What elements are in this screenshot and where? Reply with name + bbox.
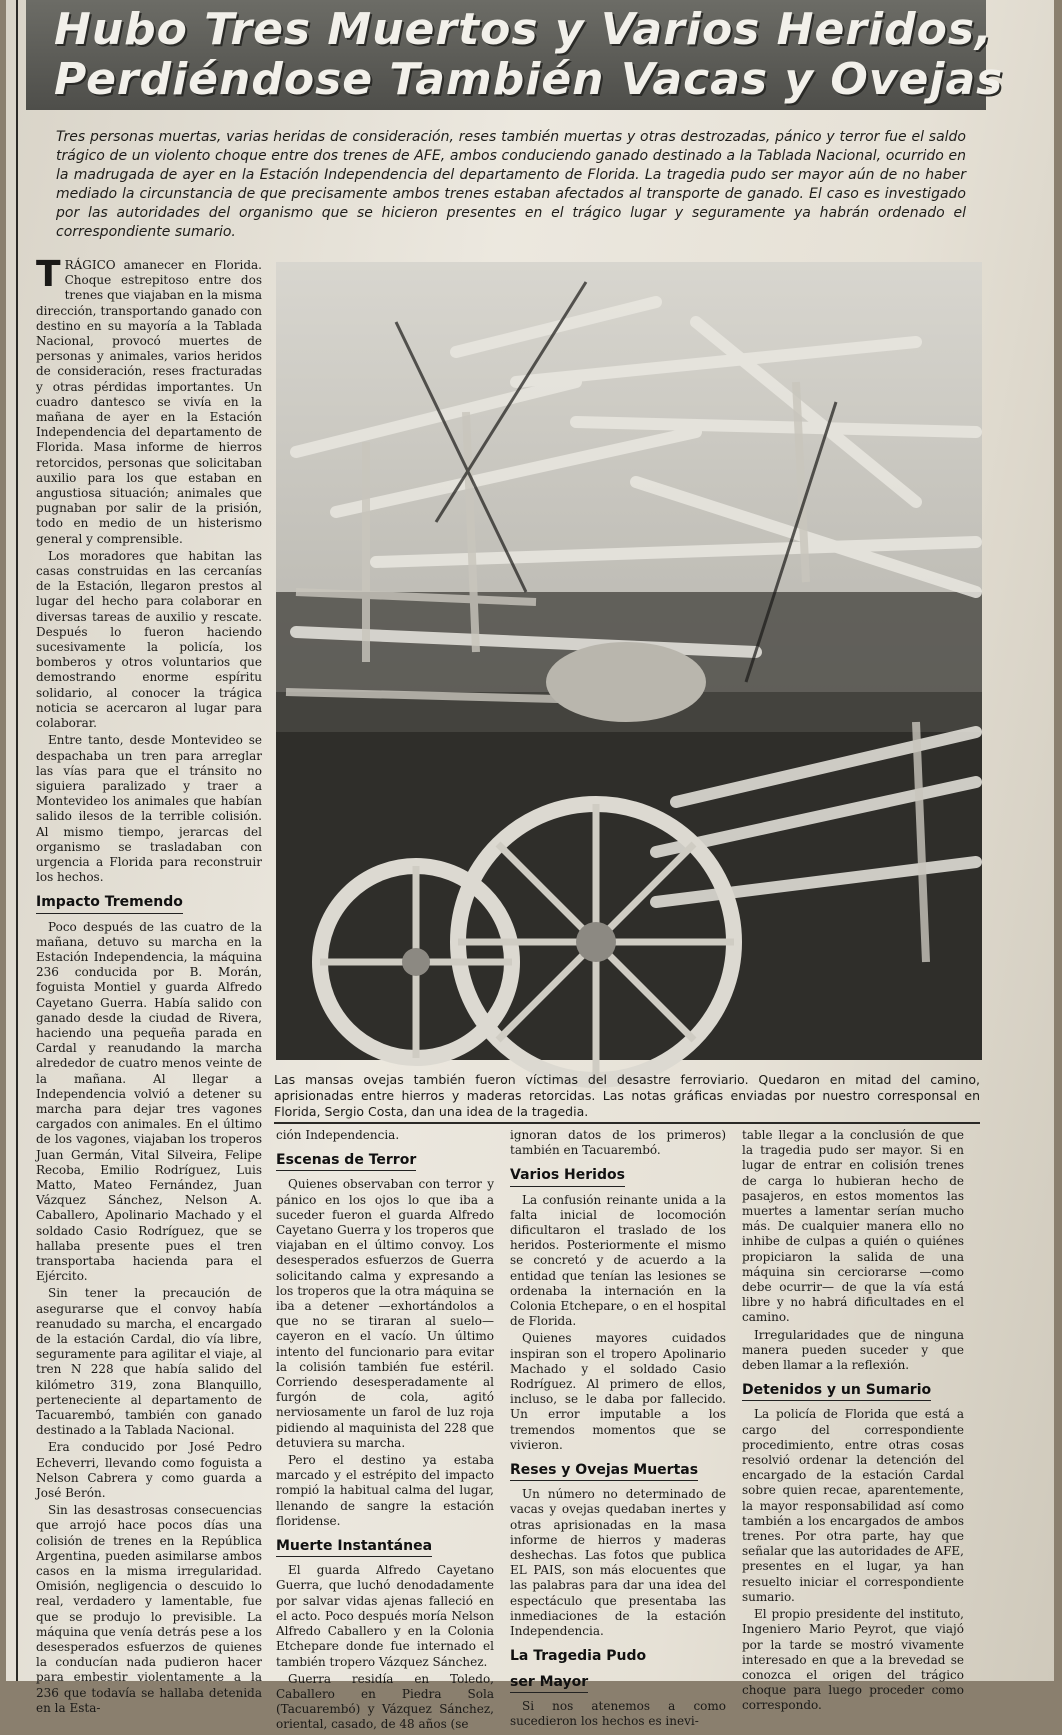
paragraph: ción Independencia. <box>276 1128 400 1142</box>
subheading-detenidos-y-un-sumario: Detenidos y un Sumario <box>742 1383 931 1401</box>
article-column-2 <box>276 1128 494 1735</box>
paragraph: Si nos atenemos a como sucedieron los hechos es inevi- <box>510 1698 726 1728</box>
subheading-impacto-tremendo: Impacto Tremendo <box>36 895 183 913</box>
paragraph: Poco después de las cuatro de la mañana, detuvo su marcha en la Estación Independencia, la máquina 236 conducida por B. Morán, foguista Montiel y guarda Alfredo Cayetano Guerra. Había salido con ganado desde la ciudad de Rivera, haciendo una pequeña parada en Cardal y reanudando la marcha alrededor de cuatro menos veinte de la mañana. Al llegar a Independencia volvió a detener su marcha para dejar tres vagones cargados con animales. En el último de los vagones, viajaban los troperos Juan Germán, Vital Silveira, Felipe Recoba, Emilio Rodríguez, Luis Matto, Mateo Fernández, Juan Vázquez Sánchez, Nelson A. Caballero, Apolinario Machado y el soldado Casio Rodríguez, que se hallaba presente pues el tren transportaba hacienda para el Ejército. <box>36 919 262 1284</box>
wreck-illustration <box>276 262 982 1060</box>
intro-text: RÁGICO amanecer en Florida. Choque estrepitoso entre dos trenes que viajaban en la misma dirección, transportando ganado con destino en su mayoría a la Tablada Nacional, provocó muertes de personas y animales, varios heridos de consideración, reses fracturadas y otras pérdidas importantes. Un cuadro dantesco se vivía en la mañana de ayer en la Estación Independencia del departamento de Florida. Masa informe de hierros retorcidos, personas que solicitaban auxilio para los que estaban en angustiosa situación; animales que pugnaban por salir de la prisión, todo en medio de un histerismo general y comprensible. <box>36 258 262 546</box>
paragraph: La policía de Florida que está a cargo del correspondiente procedimiento, entre otras cosas resolvió ordenar la detención del encargado de la estación Cardal sobre quien recae, aparentemente, la mayor responsabilidad así como también a los encargados de ambos trenes. Por otra parte, hay que señalar que las autoridades de AFE, presentes en el lugar, ya han resuelto iniciar el correspondiente sumario. <box>742 1407 964 1604</box>
subheading-ser-mayor: ser Mayor <box>510 1675 588 1693</box>
paragraph: Quienes mayores cuidados inspiran son el tropero Apolinario Machado y el soldado Casio Rodríguez. Al primero de ellos, incluso, se le daba por fallecido. Un error imputable a los tremendos momentos que se vivieron. <box>510 1331 726 1452</box>
paragraph: ignoran datos de los primeros) también en Tacuarembó. <box>510 1128 726 1158</box>
lead-paragraph: Tres personas muertas, varias heridas de consideración, reses también muertas y otras destrozadas, pánico y terror fue el saldo trágico de un violento choque entre dos trenes de AFE, ambos conduciendo ganado destinado a la Tablada Nacional, ocurrido en la madrugada de ayer en la Estación Independencia del departamento de Florida. La tragedia pudo ser mayor aún de no haber mediado la circunstancia de que precisamente ambos trenes estaban afectados al transporte de ganado. El caso es investigado por las autoridades del organismo que se hicieron presentes en el trágico lugar y seguramente ya habrán ordenado el correspondiente sumario. <box>56 129 966 240</box>
paragraph: Pero el destino ya estaba marcado y el estrépito del impacto rompió la habitual calma del lugar, llenando de sangre la estación floridense. <box>276 1453 494 1528</box>
paragraph: La confusión reinante unida a la falta inicial de locomoción dificultaron el traslado de los heridos. Posteriormente el mismo se concretó y de acuerdo a la entidad que tenían las lesiones se ordenaba la internación en la Colonia Etchepare, o en el hospital de Florida. <box>510 1192 726 1329</box>
intro-paragraph <box>36 254 262 547</box>
newspaper-page <box>6 0 1054 1732</box>
paragraph: El guarda Alfredo Cayetano Guerra, que luchó denodadamente por salvar vidas ajenas falleció en el acto. Poco después moría Nelson Alfredo Caballero y en la Colonia Etchepare donde fue internado el también tropero Vázquez Sánchez. <box>276 1563 494 1669</box>
paragraph: Guerra residía en Toledo, Caballero en Piedra Sola (Tacuarembó) y Vázquez Sánchez, oriental, casado, de 48 años (se <box>276 1671 494 1732</box>
article-column-4 <box>742 1128 964 1716</box>
paragraph: Irregularidades que de ninguna manera pueden suceder y que deben llamar a la reflexión. <box>742 1327 964 1373</box>
drop-cap: T <box>36 254 61 295</box>
headline-line-2: Perdiéndose También Vacas y Ovejas <box>54 54 1004 105</box>
paragraph: Un número no determinado de vacas y ovejas quedaban inertes y otras aprisionadas en la masa informe de hierros y maderas deshechas. Las fotos que publica EL PAIS, son más elocuentes que las palabras para dar una idea del espectáculo que presentaba las inmediaciones de la estación Independencia. <box>510 1487 726 1639</box>
paragraph: Sin tener la precaución de asegurarse que el convoy había reanudado su marcha, el encargado de la estación Cardal, dio vía libre, seguramente para agilitar el viaje, al tren N 228 que había salido del kilómetro 319, zona Blanquillo, perteneciente al departamento de Tacuarembó, también con ganado destinado a la Tablada Nacional. <box>36 1286 262 1438</box>
subheading-varios-heridos: Varios Heridos <box>510 1168 625 1186</box>
photo-caption: Las mansas ovejas también fueron víctimas del desastre ferroviario. Quedaron en mitad del camino, aprisionadas entre hierros y maderas retorcidas. Las notas gráficas enviadas por nuestro corresponsal en Florida, Sergio Costa, dan una idea de la tragedia. <box>274 1072 980 1119</box>
train-wreck-photo <box>276 262 982 1060</box>
paragraph: El propio presidente del instituto, Ingeniero Mario Peyrot, que viajó por la tarde se mostró vivamente interesado en que a la brevedad se conozca el origen del trágico choque para luego proceder como correspondo. <box>742 1607 964 1713</box>
subheading-la-tragedia-pudo: La Tragedia Pudo <box>510 1648 647 1665</box>
paragraph: table llegar a la conclusión de que la tragedia pudo ser mayor. Si en lugar de entrar en colisión trenes de carga lo hubieran hecho de pasajeros, en estos momentos las muertes a lamentar serían mucho más. De cualquier manera ello no inhibe de culpas a quién o quiénes propiciaron la salida de una máquina sin cerciorarse —como debe ocurrir— de que la vía está libre y no habrá dificultades en el camino. <box>742 1128 964 1325</box>
paragraph: Los moradores que habitan las casas construidas en las cercanías de la Estación, llegaron prestos al lugar del hecho para colaborar en diversas tareas de auxilio y rescate. Después lo fueron haciendo sucesivamente la policía, los bomberos y otros voluntarios que demostrando enorme espíritu solidario, al conocer la trágica noticia se acercaron al lugar para colaborar. <box>36 548 262 731</box>
article-column-3 <box>510 1128 726 1731</box>
paragraph: Sin las desastrosas consecuencias que arrojó hace pocos días una colisión de trenes en la República Argentina, pueden asimilarse ambos casos en la misma irregularidad. Omisión, negligencia o descuido lo real, verdadero y lamentable, fue que se produjo lo previsible. La máquina que venía detrás pese a los desesperados esfuerzos de quienes la conducían nada pudieron hacer para embestir violentamente a la 236 que todavía se hallaba detenida en la Esta- <box>36 1503 262 1715</box>
headline-line-1: Hubo Tres Muertos y Varios Heridos, <box>54 4 993 55</box>
headline-banner <box>26 0 1004 110</box>
subheading-muerte-instantanea: Muerte Instantánea <box>276 1539 432 1557</box>
paragraph: Quienes observaban con terror y pánico en los ojos lo que iba a suceder fueron el guarda Alfredo Cayetano Guerra y los troperos que viajaban en el último convoy. Los desesperados esfuerzos de Guerra solicitando calma y expresando a los troperos que la otra máquina se iba a detener —exhortándolos a que no se tiraran al suelo— cayeron en el vacío. Un último intento del funcionario para evitar la colisión también fue estéril. Corriendo desesperadamente al furgón de cola, agitó nerviosamente un farol de luz roja pidiendo al maquinista del 228 que detuviera su marcha. <box>276 1177 494 1450</box>
paragraph: Era conducido por José Pedro Echeverri, llevando como foguista a Nelson Cabrera y como guarda a José Berón. <box>36 1440 262 1501</box>
paragraph: Entre tanto, desde Montevideo se despachaba un tren para arreglar las vías para que el tránsito no siguiera paralizado y traer a Montevideo los animales que habían salido ilesos de la terrible colisión. Al mismo tiempo, jerarcas del organismo se trasladaban con urgencia a Florida para reconstruir los hechos. <box>36 733 262 885</box>
caption-rule <box>274 1122 980 1124</box>
article-column-1 <box>36 254 262 1718</box>
left-column-rule <box>16 0 18 1681</box>
subheading-escenas-de-terror: Escenas de Terror <box>276 1153 416 1171</box>
subheading-reses-y-ovejas-muertas: Reses y Ovejas Muertas <box>510 1463 698 1481</box>
